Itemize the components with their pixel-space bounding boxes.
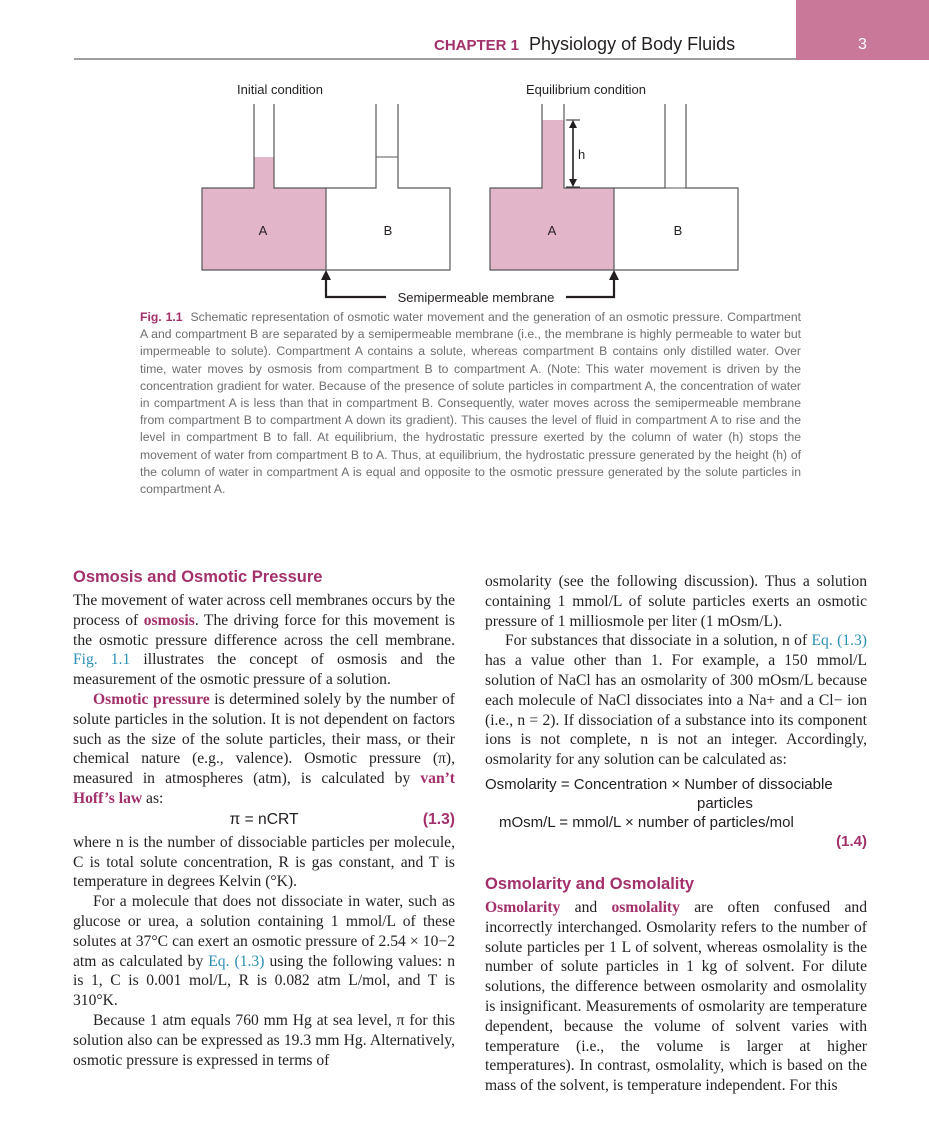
equation-formula: π = nCRT (229, 810, 299, 828)
term-vant-hoff-law: van’t Hoff’s law (73, 770, 455, 807)
equation-link[interactable]: Eq. (1.3) (811, 632, 867, 650)
equation-line-1: Osmolarity = Concentration × Number of dissociable (485, 775, 833, 793)
figure-caption (140, 309, 801, 498)
equation-line-3: mOsm/L = mmol/L × number of particles/mol (499, 813, 794, 831)
osmosis-figure (0, 0, 929, 310)
membrane-label: Semipermeable membrane (397, 290, 555, 305)
section-heading-osmolality: Osmolarity and Osmolality (485, 874, 695, 893)
term-osmolarity: Osmolarity (485, 898, 561, 916)
initial-condition-label: Initial condition (237, 82, 323, 97)
paragraph-dissociation: For substances that dissociate in a solution, n of Eq. (1.3) has a value other than 1. For example, a 150 mmol/L solution of NaCl has an osmolarity of 300 mOsm/L because each molecule of NaCl dissociates into a Na+ and a Cl− ion (i.e., n = 2). If dissociation of a substance into its component ions is not complete, n is not an integer. Accordingly, osmolarity for any solution can be calculated as: (485, 632, 867, 769)
equation-number: (1.4) (836, 832, 867, 850)
paragraph-mm-hg: Because 1 atm equals 760 mm Hg at sea level, π for this solution also can be expressed as 19.3 mm Hg. Alternatively, osmotic pressure is expressed in terms of (73, 1011, 455, 1069)
paragraph-osmosis-intro: The movement of water across cell membranes occurs by the process of osmosis. The driving force for this movement is the osmotic pressure difference across the cell membrane. Fig. 1.1 illustrates the concept of osmosis and the measurement of the osmotic pressure of a solution. (73, 592, 455, 689)
chapter-label: CHAPTER 1 (434, 37, 520, 54)
chapter-title: Physiology of Body Fluids (529, 34, 736, 54)
initial-column-a-fluid (254, 157, 274, 189)
height-label: h (578, 147, 586, 162)
term-osmolality: osmolality (611, 898, 680, 916)
paragraph-osmotic-pressure: Osmotic pressure is determined solely by the number of solute particles in the solution. It is not dependent on factors such as the size of the solute particles, their mass, or their chemical nature (e.g., valence). Osmotic pressure (π), measured in atmospheres (atm), is calculated by van’t Hoff’s law as: (73, 690, 455, 807)
paragraph-osmolarity-cont: osmolarity (see the following discussion). Thus a solution containing 1 mmol/L of solute particles exerts an osmotic pressure of 1 milliosmole per liter (1 mOsm/L). (485, 573, 867, 630)
paragraph-variables: where n is the number of dissociable particles per molecule, C is total solute concentration, R is gas constant, and T is temperature in degrees Kelvin (°K). (73, 833, 455, 891)
left-column (73, 566, 455, 1070)
equation-1-4 (485, 775, 867, 851)
equilibrium-column-a-fluid (542, 120, 564, 189)
caption-text: Schematic representation of osmotic water movement and the generation of an osmotic pressure. Compartment A and compartment B are separated by a semipermeable membrane (i.e., the membrane is highly permeable to water but impermeable to solute). Compartment A contains a solute, whereas compartment B contains only distilled water. Over time, water moves by osmosis from compartment B to compartment A. (Note: This water movement is driven by the concentration gradient for water. Because of the presence of solute particles in compartment A, the concentration of water in compartment A is less than that in compartment B. Consequently, water moves across the semipermeable membrane from compartment B to compartment A down its gradient). This causes the level of fluid in compartment A to rise and the level in compartment B to fall. At equilibrium, the hydrostatic pressure exerted by the column of water (h) stops the movement of water from compartment B to A. Thus, at equilibrium, the hydrostatic pressure generated by the height (h) of the column of water in compartment A is equal and opposite to the osmotic pressure generated by the solute particles in compartment A. (140, 310, 801, 497)
initial-compartment-b-label: B (383, 223, 393, 238)
term-osmotic-pressure: Osmotic pressure (93, 690, 210, 708)
section-heading-osmosis: Osmosis and Osmotic Pressure (73, 568, 323, 586)
right-column (485, 572, 867, 1096)
figure-link[interactable]: Fig. 1.1 (73, 651, 131, 669)
equilibrium-condition-label: Equilibrium condition (526, 82, 646, 97)
equation-number: (1.3) (422, 810, 455, 828)
equation-line-2: particles (697, 794, 753, 812)
equation-1-3 (73, 809, 455, 833)
caption-label: Fig. 1.1 (140, 310, 183, 324)
equilibrium-compartment-b-label: B (673, 223, 683, 238)
equation-link[interactable]: Eq. (1.3) (208, 952, 265, 970)
equilibrium-compartment-a-label: A (547, 223, 557, 238)
paragraph-glucose-example: For a molecule that does not dissociate in water, such as glucose or urea, a solution containing 1 mmol/L of these solutes at 37°C can exert an osmotic pressure of 2.54 × 10−2 atm as calculated by Eq. (1.3) using the following values: n is 1, C is 0.001 mol/L, R is 0.082 atm L/mol, and T is 310°K. (73, 893, 456, 1010)
initial-compartment-a-label: A (258, 223, 268, 238)
term-osmosis: osmosis (143, 611, 195, 629)
paragraph-osmolality: Osmolarity and osmolality are often confused and incorrectly interchanged. Osmolarity refers to the number of solute particles per 1 L of solvent, whereas osmolality is the number of solute particles in 1 kg of solvent. For dilute solutions, the difference between osmolarity and osmolality is insignificant. Measurements of osmolarity are temperature dependent, because the volume of solvent varies with temperature (i.e., the volume is larger at higher temperatures). In contrast, osmolality, which is based on the mass of the solvent, is temperature independent. For this (485, 898, 868, 1095)
page-number: 3 (858, 36, 867, 53)
